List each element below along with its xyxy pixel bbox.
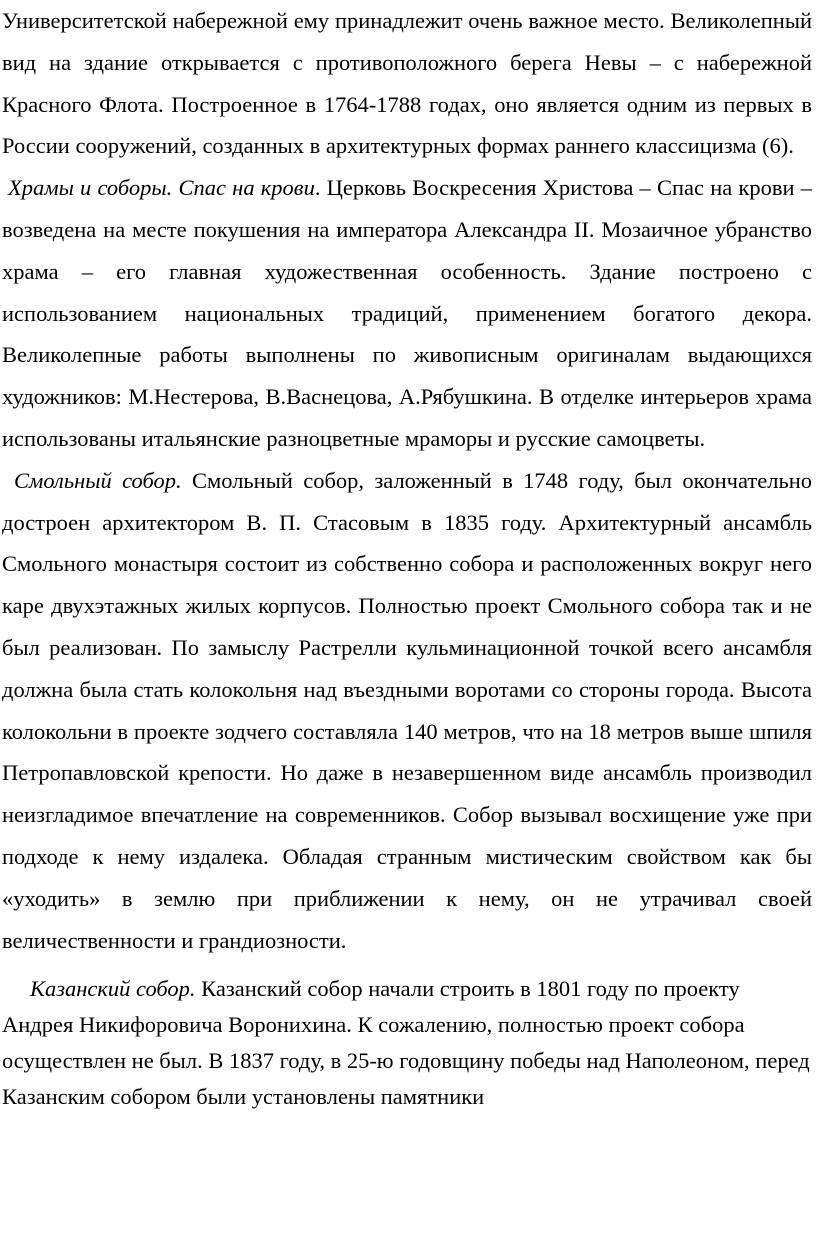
paragraph-savior-on-blood: [2, 167, 812, 460]
paragraph-kazan-cathedral: [2, 971, 812, 1115]
section-heading: Казанский собор.: [30, 976, 196, 1002]
paragraph-smolny-cathedral: [2, 460, 812, 962]
paragraph-university-embankment: [2, 0, 812, 167]
paragraph-text: Казанский собор начали строить в 1801 году по проекту Андрея Никифоровича Воронихина. К сожалению, полностью проект собора осуществлен не был. В 1837 году, в 25-ю годовщину победы над Наполеоном, перед Казанским собором были установлены памятники: [2, 976, 810, 1110]
paragraph-text: . Церковь Воскресения Христова – Спас на крови – возведена на месте покушения на императора Александра II. Мозаичное убранство храма – его главная художественная особенность. Здание построено с использованием национальных традиций, применением богатого декора. Великолепные работы выполнены по живописным оригиналам выдающихся художников: М.Нестерова, В.Васнецова, А.Рябушкина. В отделке интерьеров храма использованы итальянские разноцветные мраморы и русские самоцветы.: [2, 175, 812, 451]
section-heading: Храмы и соборы. Спас на крови: [8, 175, 315, 201]
paragraph-text: Смольный собор, заложенный в 1748 году, был окончательно достроен архитектором В. П. Стасовым в 1835 году. Архитектурный ансамбль Смольного монастыря состоит из собственно собора и расположенных вокруг него каре двухэтажных жилых корпусов. Полностью проект Смольного собора так и не был реализован. По замыслу Растрелли кульминационной точкой всего ансамбля должна была стать колокольня над въездными воротами со стороны города. Высота колокольни в проекте зодчего составляла 140 метров, что на 18 метров выше шпиля Петропавловской крепости. Но даже в незавершенном виде ансамбль производил неизгладимое впечатление на современников. Собор вызывал восхищение уже при подходе к нему издалека. Обладая странным мистическим свойством как бы «уходить» в землю при приближении к нему, он не утрачивал своей величественности и грандиозности.: [2, 467, 813, 953]
paragraph-text: Университетской набережной ему принадлежит очень важное место. Великолепный вид на здание открывается с противоположного берега Невы – с набережной Красного Флота. Построенное в 1764-1788 годах, оно является одним из первых в России сооружений, созданных в архитектурных формах раннего классицизма (6).: [2, 8, 812, 159]
section-heading: Смольный собор.: [14, 467, 182, 493]
